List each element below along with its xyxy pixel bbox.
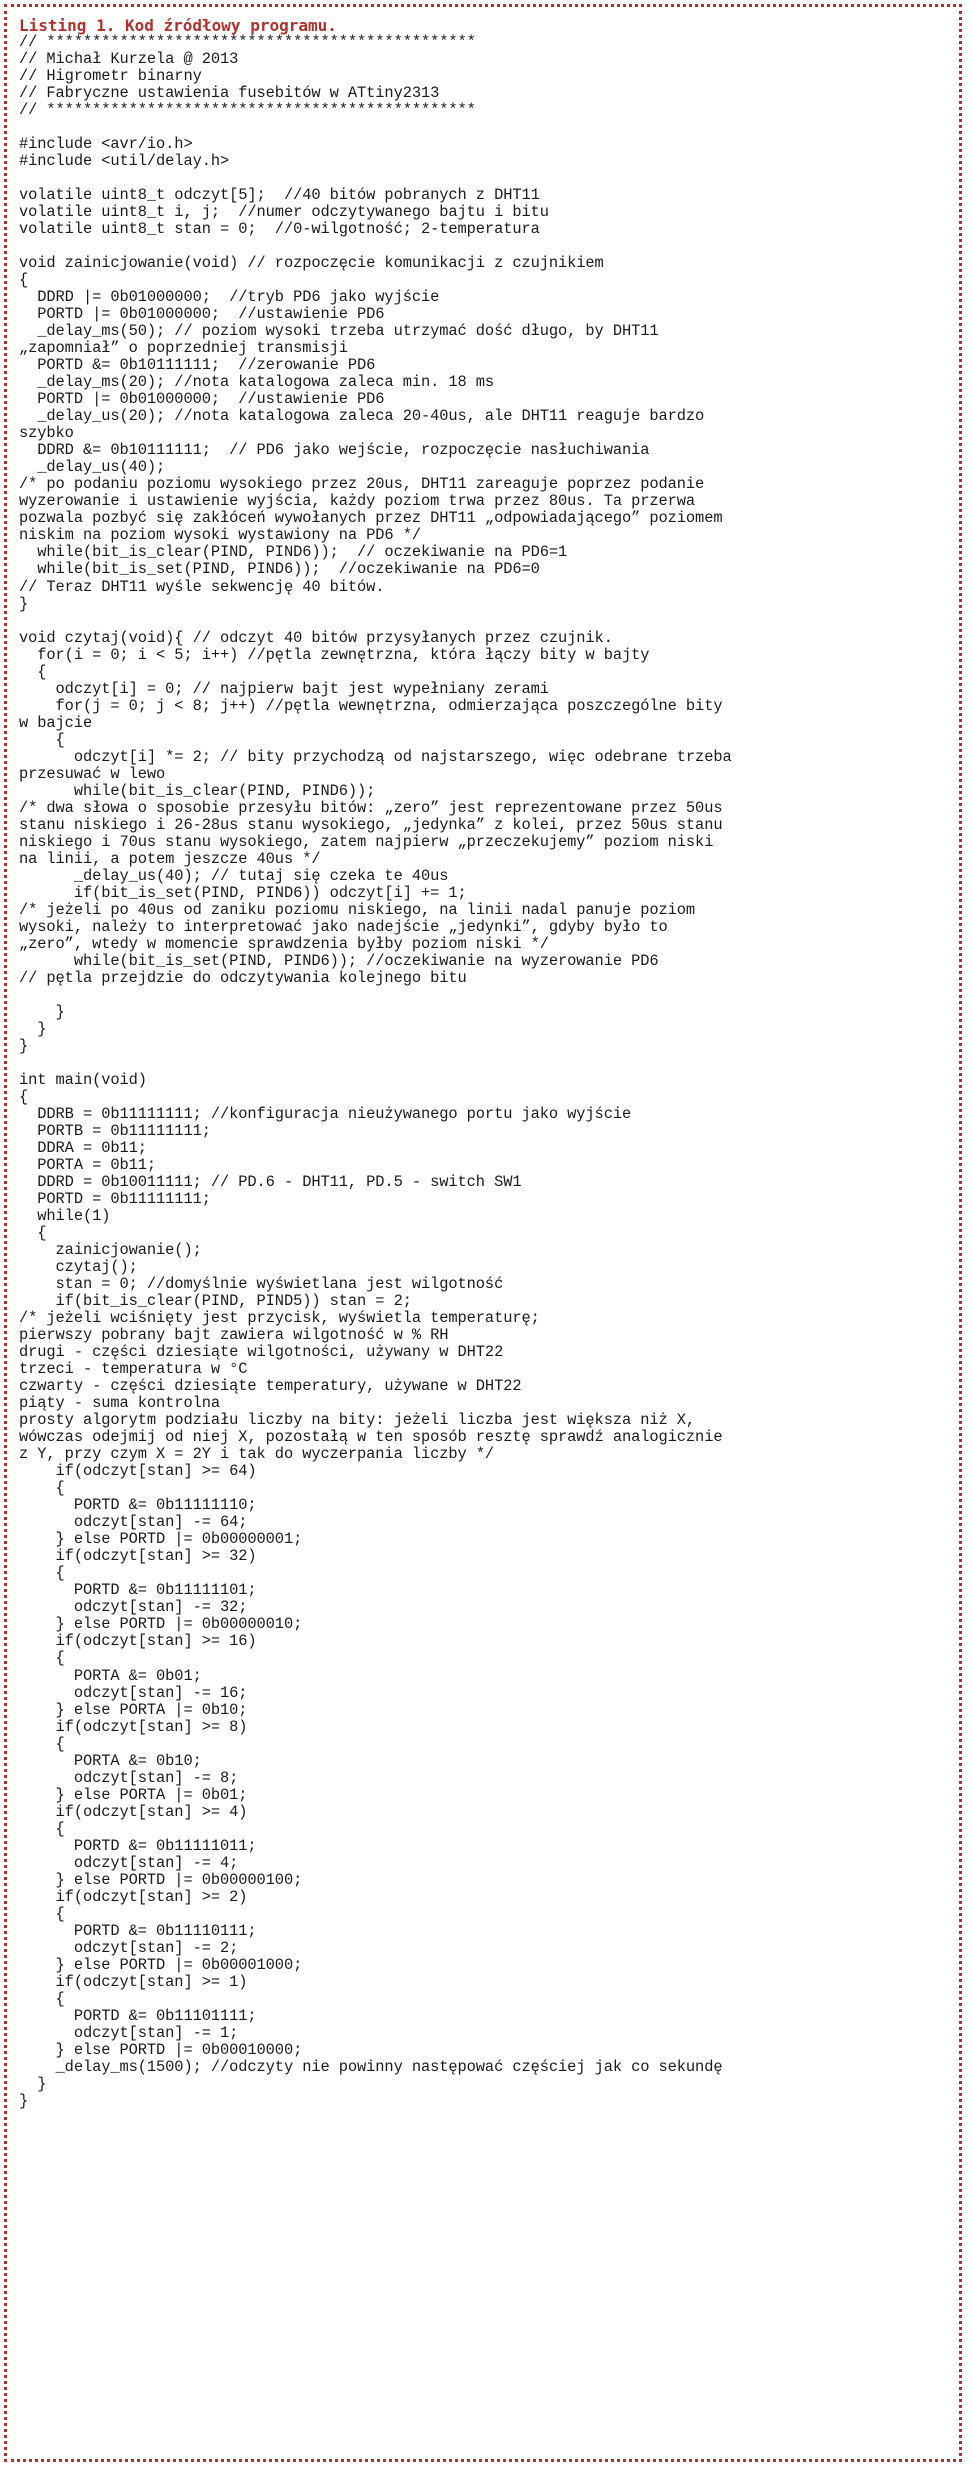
listing-title: Listing 1. Kod źródłowy programu. [19, 16, 337, 35]
listing-frame [4, 4, 962, 2462]
source-code: // *********************************************** // Michał Kurzela @ 2013 // Higrometr binarny // Fabryczne ustawienia fusebitów w ATtiny2313 // *********************************************** #include <avr/io.h> #include <util/delay.h> volatile uint8_t odczyt[5]; //40 bitów pobranych z DHT11 volatile uint8_t i, j; //numer odczytywanego bajtu i bitu volatile uint8_t stan = 0; //0-wilgotność; 2-temperatura void zainicjowanie(void) // rozpoczęcie komunikacji z czujnikiem { DDRD |= 0b01000000; //tryb PD6 jako wyjście PORTD |= 0b01000000; //ustawienie PD6 _delay_ms(50); // poziom wysoki trzeba utrzymać dość długo, by DHT11 „zapomniał” o poprzedniej transmisji PORTD &= 0b10111111; //zerowanie PD6 _delay_ms(20); //nota katalogowa zaleca min. 18 ms PORTD |= 0b01000000; //ustawienie PD6 _delay_us(20); //nota katalogowa zaleca 20-40us, ale DHT11 reaguje bardzo szybko DDRD &= 0b10111111; // PD6 jako wejście, rozpoczęcie nasłuchiwania _delay_us(40); /* po podaniu poziomu wysokiego przez 20us, DHT11 zareaguje poprzez podanie wyzerowanie i ustawienie wyjścia, każdy poziom trwa przez 80us. Ta przerwa pozwala pozbyć się zakłóceń wywołanych przez DHT11 „odpowiadającego” poziomem niskim na poziom wysoki wystawiony na PD6 */ while(bit_is_clear(PIND, PIND6)); // oczekiwanie na PD6=1 while(bit_is_set(PIND, PIND6)); //oczekiwanie na PD6=0 // Teraz DHT11 wyśle sekwencję 40 bitów. } void czytaj(void){ // odczyt 40 bitów przysyłanych przez czujnik. for(i = 0; i < 5; i++) //pętla zewnętrzna, która łączy bity w bajty { odczyt[i] = 0; // najpierw bajt jest wypełniany zerami for(j = 0; j < 8; j++) //pętla wewnętrzna, odmierzająca poszczególne bity w bajcie { odczyt[i] *= 2; // bity przychodzą od najstarszego, więc odebrane trzeba przesuwać w lewo while(bit_is_clear(PIND, PIND6)); /* dwa słowa o sposobie przesyłu bitów: „zero” jest reprezentowane przez 50us stanu niskiego i 26-28us stanu wysokiego, „jedynka” z kolei, przez 50us stanu niskiego i 70us stanu wysokiego, zatem najpierw „przeczekujemy” poziom niski na linii, a potem jeszcze 40us */ _delay_us(40); // tutaj się czeka te 40us if(bit_is_set(PIND, PIND6)) odczyt[i] += 1; /* jeżeli po 40us od zaniku poziomu niskiego, na linii nadal panuje poziom wysoki, należy to interpretować jako nadejście „jedynki”, gdyby było to „zero”, wtedy w momencie sprawdzenia byłby poziom niski */ while(bit_is_set(PIND, PIND6)); //oczekiwanie na wyzerowanie PD6 // pętla przejdzie do odczytywania kolejnego bitu } } } int main(void) { DDRB = 0b11111111; //konfiguracja nieużywanego portu jako wyjście PORTB = 0b11111111; DDRA = 0b11; PORTA = 0b11; DDRD = 0b10011111; // PD.6 - DHT11, PD.5 - switch SW1 PORTD = 0b11111111; while(1) { zainicjowanie(); czytaj(); stan = 0; //domyślnie wyświetlana jest wilgotność if(bit_is_clear(PIND, PIND5)) stan = 2; /* jeżeli wciśnięty jest przycisk, wyświetla temperaturę; pierwszy pobrany bajt zawiera wilgotność w % RH drugi - części dziesiąte wilgotności, używany w DHT22 trzeci - temperatura w °C czwarty - części dziesiąte temperatury, używane w DHT22 piąty - suma kontrolna prosty algorytm podziału liczby na bity: jeżeli liczba jest większa niż X, wówczas odejmij od niej X, pozostałą w ten sposób resztę sprawdź analogicznie z Y, przy czym X = 2Y i tak do wyczerpania liczby */ if(odczyt[stan] >= 64) { PORTD &= 0b11111110; odczyt[stan] -= 64; } else PORTD |= 0b00000001; if(odczyt[stan] >= 32) { PORTD &= 0b11111101; odczyt[stan] -= 32; } else PORTD |= 0b00000010; if(odczyt[stan] >= 16) { PORTA &= 0b01; odczyt[stan] -= 16; } else PORTA |= 0b10; if(odczyt[stan] >= 8) { PORTA &= 0b10; odczyt[stan] -= 8; } else PORTA |= 0b01; if(odczyt[stan] >= 4) { PORTD &= 0b11111011; odczyt[stan] -= 4; } else PORTD |= 0b00000100; if(odczyt[stan] >= 2) { PORTD &= 0b11110111; odczyt[stan] -= 2; } else PORTD |= 0b00001000; if(odczyt[stan] >= 1) { PORTD &= 0b11101111; odczyt[stan] -= 1; } else PORTD |= 0b00010000; _delay_ms(1500); //odczyty nie powinny następować częściej jak co sekundę } } [19, 33, 732, 2110]
